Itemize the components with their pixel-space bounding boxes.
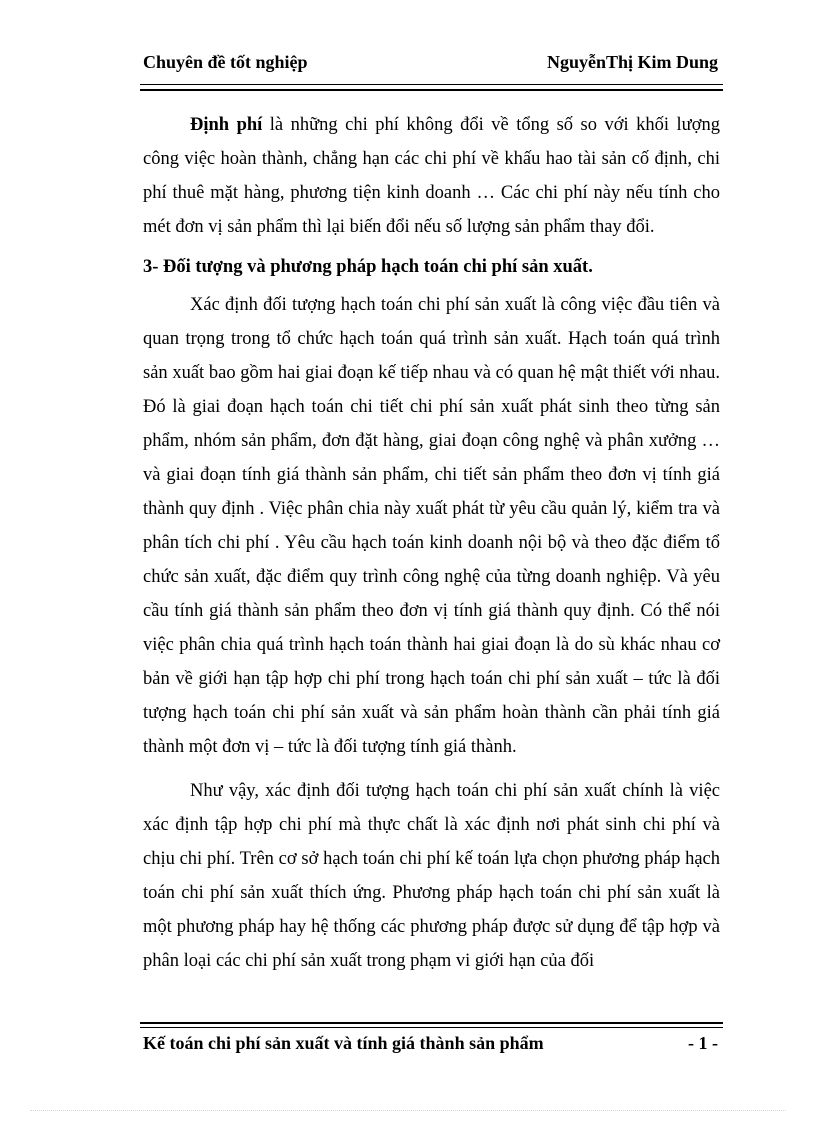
- page-body: [143, 108, 720, 978]
- paragraph-fixed-cost-text: là những chi phí không đổi về tổng số so với khối lượng công việc hoàn thành, chẳng hạn các chi phí về khấu hao tài sản cố định, chi phí thuê mặt hàng, phương tiện kinh doanh … Các chi phí này nếu tính cho mét đơn vị sản phẩm thì lại biến đổi nếu số lượng sản phẩm thay đổi.: [143, 115, 720, 237]
- section-heading: 3- Đối tượng và phương pháp hạch toán chi phí sản xuất.: [143, 257, 593, 277]
- page-bottom-edge: [30, 1110, 786, 1111]
- header-divider-thick: [140, 89, 723, 91]
- header-divider-thin: [140, 84, 723, 85]
- footer-document-title: Kế toán chi phí sản xuất và tính giá thành sản phẩm: [143, 1033, 544, 1053]
- paragraph-fixed-cost: [143, 108, 720, 244]
- paragraph-cost-object: Xác định đối tượng hạch toán chi phí sản xuất là công việc đầu tiên và quan trọng trong tổ chức hạch toán quá trình sản xuất. Hạch toán quá trình sản xuất bao gồm hai giai đoạn kế tiếp nhau và có quan hệ mật thiết với nhau. Đó là giai đoạn hạch toán chi tiết chi phí sản xuất phát sinh theo từng sản phẩm, nhóm sản phẩm, đơn đặt hàng, giai đoạn công nghệ và phân xưởng … và giai đoạn tính giá thành sản phẩm, chi tiết sản phẩm theo đơn vị tính giá thành quy định . Việc phân chia này xuất phát từ yêu cầu quản lý, kiểm tra và phân tích chi phí . Yêu cầu hạch toán kinh doanh nội bộ và theo đặc điểm tổ chức sản xuất, đặc điểm quy trình công nghệ của từng doanh nghiệp. Và yêu cầu tính giá thành sản phẩm theo đơn vị tính giá thành quy định. Có thể nói việc phân chia quá trình hạch toán thành hai giai đoạn là do sù khác nhau cơ bản về giới hạn tập hợp chi phí trong hạch toán chi phí sản xuất – tức là đối tượng hạch toán chi phí sản xuất và sản phẩm hoàn thành cần phải tính giá thành một đơn vị – tức là đối tượng tính giá thành.: [143, 295, 720, 757]
- header-author: NguyễnThị Kim Dung: [546, 52, 718, 72]
- footer-divider-thick: [140, 1022, 723, 1024]
- page-number: - 1 -: [688, 1033, 718, 1053]
- page-header: [143, 52, 718, 78]
- paragraph-cost-method: Như vậy, xác định đối tượng hạch toán chi phí sản xuất chính là việc xác định tập hợp chi phí mà thực chất là xác định nơi phát sinh chi phí và chịu chi phí. Trên cơ sở hạch toán chi phí kế toán lựa chọn phương pháp hạch toán chi phí sản xuất thích ứng. Phương pháp hạch toán chi phí sản xuất là một phương pháp hay hệ thống các phương pháp được sử dụng để tập hợp và phân loại các chi phí sản xuất trong phạm vi giới hạn của đối: [143, 781, 720, 971]
- header-document-type: Chuyên đề tốt nghiệp: [143, 52, 308, 72]
- footer-divider-thin: [140, 1027, 723, 1028]
- term-fixed-cost: Định phí: [190, 115, 263, 135]
